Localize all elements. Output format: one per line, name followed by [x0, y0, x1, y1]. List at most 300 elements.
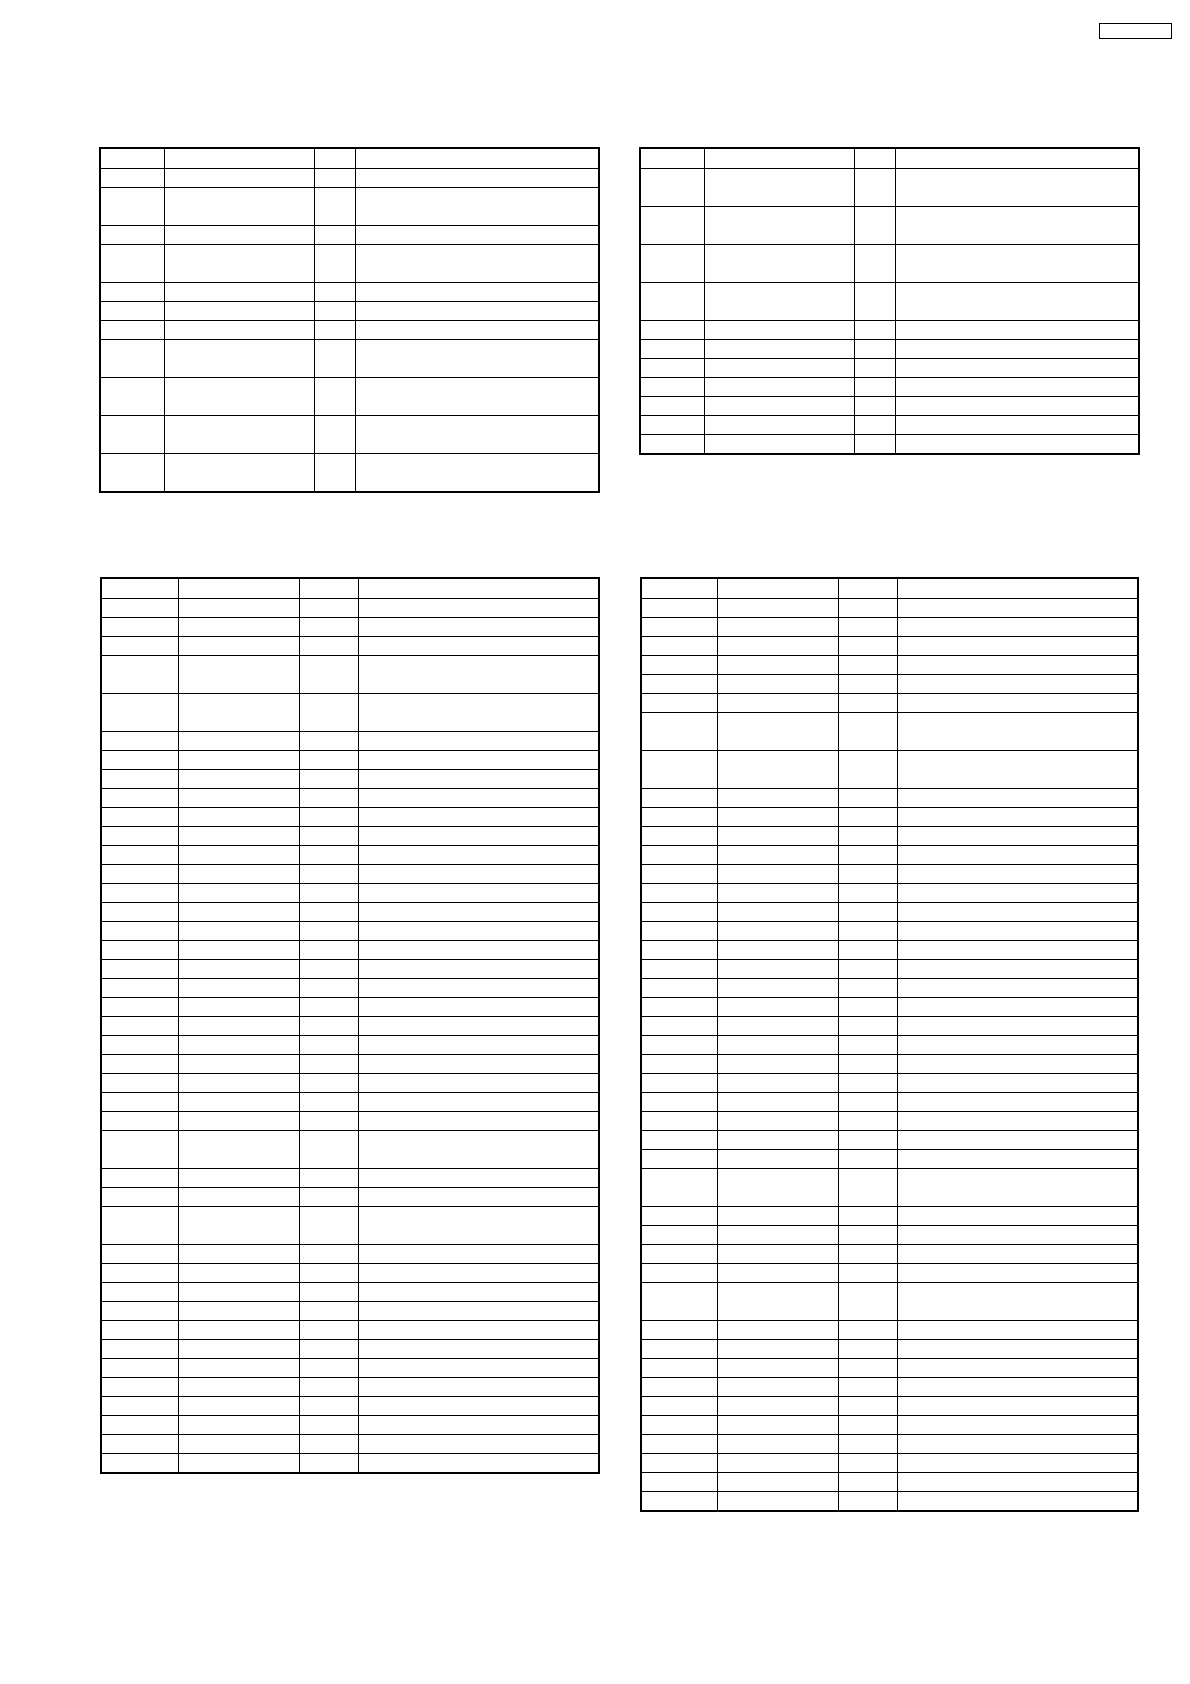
- table-cell: [314, 283, 355, 302]
- table-cell: [358, 998, 599, 1017]
- table-cell: [838, 1074, 897, 1093]
- table-cell: [299, 1245, 358, 1264]
- table-row: [100, 169, 599, 188]
- table-cell: [100, 302, 164, 321]
- table-row: [641, 694, 1138, 713]
- table-cell: [838, 1245, 897, 1264]
- table-cell: [897, 1017, 1138, 1036]
- table-row: [101, 1397, 599, 1416]
- table-cell: [704, 321, 854, 340]
- table-cell: [897, 808, 1138, 827]
- table-cell: [358, 1036, 599, 1055]
- table-cell: [358, 1321, 599, 1340]
- table-cell: [101, 1435, 178, 1454]
- table-cell: [717, 1416, 838, 1435]
- table-cell: [641, 865, 717, 884]
- table-row: [101, 1359, 599, 1378]
- table-cell: [640, 340, 704, 359]
- table-cell: [101, 846, 178, 865]
- table-cell: [717, 960, 838, 979]
- table-row: [640, 283, 1139, 321]
- table-cell: [358, 808, 599, 827]
- table-cell: [101, 751, 178, 770]
- table-cell: [164, 302, 314, 321]
- table-cell: [897, 1283, 1138, 1321]
- table-cell: [358, 1264, 599, 1283]
- table-cell: [358, 789, 599, 808]
- table-row: [100, 245, 599, 283]
- table-row: [641, 1150, 1138, 1169]
- table-row: [641, 979, 1138, 998]
- table-cell: [838, 1416, 897, 1435]
- table-cell: [299, 922, 358, 941]
- table-cell: [640, 359, 704, 378]
- table-cell: [101, 732, 178, 751]
- table-row: [641, 1055, 1138, 1074]
- table-row: [641, 637, 1138, 656]
- table-cell: [897, 1036, 1138, 1055]
- table-cell: [299, 960, 358, 979]
- table-cell: [854, 435, 895, 455]
- table-cell: [355, 416, 599, 454]
- table-cell: [717, 808, 838, 827]
- table-cell: [299, 884, 358, 903]
- table-cell: [314, 188, 355, 226]
- table-row: [101, 694, 599, 732]
- table-cell: [178, 637, 299, 656]
- table-cell: [314, 340, 355, 378]
- table-cell: [838, 713, 897, 751]
- table-row: [641, 1359, 1138, 1378]
- table-cell: [640, 207, 704, 245]
- table-cell: [358, 1188, 599, 1207]
- table-cell: [897, 694, 1138, 713]
- table-cell: [897, 1454, 1138, 1473]
- table-cell: [717, 675, 838, 694]
- table-cell: [897, 1150, 1138, 1169]
- table-cell: [704, 397, 854, 416]
- table-top-right: [639, 147, 1140, 455]
- table-cell: [838, 884, 897, 903]
- table-cell: [897, 922, 1138, 941]
- table-cell: [717, 1169, 838, 1207]
- table-cell: [895, 378, 1139, 397]
- table-cell: [854, 207, 895, 245]
- table-cell: [178, 808, 299, 827]
- table-cell: [299, 1397, 358, 1416]
- table-row: [641, 1226, 1138, 1245]
- table-cell: [314, 302, 355, 321]
- table-cell: [178, 1340, 299, 1359]
- table-cell: [641, 1473, 717, 1492]
- table-cell: [178, 941, 299, 960]
- table-cell: [854, 169, 895, 207]
- column-header: [854, 148, 895, 169]
- table-cell: [897, 1321, 1138, 1340]
- table-cell: [641, 808, 717, 827]
- table-cell: [838, 675, 897, 694]
- table-cell: [101, 960, 178, 979]
- table-cell: [704, 207, 854, 245]
- table-row: [641, 1378, 1138, 1397]
- table-cell: [838, 1473, 897, 1492]
- table-cell: [101, 618, 178, 637]
- table-cell: [641, 1055, 717, 1074]
- table-cell: [101, 1055, 178, 1074]
- table-row: [640, 359, 1139, 378]
- table-cell: [897, 903, 1138, 922]
- table-cell: [897, 865, 1138, 884]
- table-cell: [164, 283, 314, 302]
- table-cell: [358, 1245, 599, 1264]
- table-row: [641, 1321, 1138, 1340]
- table-cell: [854, 359, 895, 378]
- table-cell: [101, 1093, 178, 1112]
- table-cell: [358, 827, 599, 846]
- table-cell: [897, 1131, 1138, 1150]
- table-cell: [717, 884, 838, 903]
- table-cell: [314, 321, 355, 340]
- table-cell: [358, 846, 599, 865]
- table-cell: [897, 1169, 1138, 1207]
- table-cell: [355, 245, 599, 283]
- table-cell: [641, 637, 717, 656]
- table-cell: [641, 1378, 717, 1397]
- table-row: [641, 808, 1138, 827]
- table-cell: [838, 1397, 897, 1416]
- table-cell: [178, 1188, 299, 1207]
- table-cell: [897, 1492, 1138, 1512]
- table-cell: [717, 1435, 838, 1454]
- table-row: [100, 416, 599, 454]
- table-cell: [299, 1340, 358, 1359]
- table-cell: [897, 979, 1138, 998]
- table-cell: [897, 846, 1138, 865]
- table-cell: [897, 656, 1138, 675]
- table-cell: [641, 789, 717, 808]
- table-cell: [640, 435, 704, 455]
- table-cell: [164, 188, 314, 226]
- table-cell: [101, 1036, 178, 1055]
- table-cell: [101, 941, 178, 960]
- table-row: [101, 1321, 599, 1340]
- table-cell: [641, 656, 717, 675]
- table-row: [101, 903, 599, 922]
- table-cell: [641, 1017, 717, 1036]
- table-cell: [101, 1302, 178, 1321]
- table-cell: [358, 1131, 599, 1169]
- table-cell: [897, 1264, 1138, 1283]
- table-cell: [854, 416, 895, 435]
- table-row: [101, 941, 599, 960]
- table-cell: [299, 1435, 358, 1454]
- table-cell: [641, 1226, 717, 1245]
- table-row: [100, 454, 599, 493]
- table-cell: [640, 245, 704, 283]
- column-header: [101, 578, 178, 599]
- table-cell: [358, 941, 599, 960]
- table-cell: [897, 884, 1138, 903]
- table-cell: [641, 1169, 717, 1207]
- table-row: [101, 599, 599, 618]
- table-cell: [299, 1207, 358, 1245]
- table-row: [640, 169, 1139, 207]
- table-cell: [299, 599, 358, 618]
- table-cell: [164, 378, 314, 416]
- table-row: [101, 1055, 599, 1074]
- table-row: [101, 1112, 599, 1131]
- table-cell: [838, 1359, 897, 1378]
- table-cell: [164, 416, 314, 454]
- table-cell: [897, 1055, 1138, 1074]
- table-cell: [641, 1074, 717, 1093]
- table-row: [641, 1112, 1138, 1131]
- table-cell: [178, 1036, 299, 1055]
- table-row: [640, 378, 1139, 397]
- table-cell: [897, 1359, 1138, 1378]
- table-cell: [838, 751, 897, 789]
- table-cell: [299, 1321, 358, 1340]
- table-cell: [717, 941, 838, 960]
- table-cell: [838, 618, 897, 637]
- table-cell: [164, 226, 314, 245]
- table-cell: [101, 1283, 178, 1302]
- table-cell: [838, 1378, 897, 1397]
- table-cell: [838, 827, 897, 846]
- table-row: [101, 618, 599, 637]
- table-cell: [355, 283, 599, 302]
- table-cell: [640, 169, 704, 207]
- table-cell: [897, 1093, 1138, 1112]
- table-row: [101, 1169, 599, 1188]
- table-cell: [178, 1397, 299, 1416]
- table-cell: [164, 321, 314, 340]
- table-cell: [101, 998, 178, 1017]
- table-cell: [838, 1169, 897, 1207]
- table-row: [641, 865, 1138, 884]
- column-header: [640, 148, 704, 169]
- table-cell: [101, 1188, 178, 1207]
- table-cell: [178, 846, 299, 865]
- table-cell: [178, 1264, 299, 1283]
- table-row: [641, 656, 1138, 675]
- table-row: [100, 283, 599, 302]
- table-cell: [897, 713, 1138, 751]
- table-cell: [641, 675, 717, 694]
- table-cell: [358, 1302, 599, 1321]
- table-cell: [358, 1378, 599, 1397]
- table-cell: [897, 1112, 1138, 1131]
- column-header: [895, 148, 1139, 169]
- table-cell: [164, 340, 314, 378]
- table-cell: [100, 245, 164, 283]
- table-cell: [101, 1017, 178, 1036]
- table-cell: [717, 1074, 838, 1093]
- table-cell: [717, 1492, 838, 1512]
- table-cell: [704, 283, 854, 321]
- table-cell: [897, 789, 1138, 808]
- table-cell: [355, 454, 599, 493]
- table-row: [101, 979, 599, 998]
- table-cell: [178, 599, 299, 618]
- table-row: [641, 713, 1138, 751]
- table-cell: [299, 1454, 358, 1474]
- table-cell: [178, 979, 299, 998]
- table-cell: [717, 1036, 838, 1055]
- table-cell: [299, 732, 358, 751]
- table-cell: [641, 922, 717, 941]
- table-cell: [178, 1207, 299, 1245]
- table-cell: [299, 637, 358, 656]
- table-cell: [704, 435, 854, 455]
- table-row: [101, 1245, 599, 1264]
- table-cell: [641, 694, 717, 713]
- table-cell: [355, 226, 599, 245]
- table-cell: [641, 618, 717, 637]
- table-cell: [717, 998, 838, 1017]
- table-cell: [101, 1169, 178, 1188]
- table-cell: [101, 827, 178, 846]
- table-row: [641, 1093, 1138, 1112]
- table-cell: [838, 637, 897, 656]
- table-cell: [717, 618, 838, 637]
- table-cell: [358, 618, 599, 637]
- table-row: [101, 1131, 599, 1169]
- table-cell: [101, 694, 178, 732]
- table-cell: [717, 1150, 838, 1169]
- column-header: [178, 578, 299, 599]
- table-cell: [299, 979, 358, 998]
- table-cell: [838, 1131, 897, 1150]
- table-cell: [299, 1131, 358, 1169]
- table-row: [641, 789, 1138, 808]
- table-bottom-left: [100, 577, 600, 1474]
- table-cell: [314, 226, 355, 245]
- table-cell: [299, 770, 358, 789]
- table-cell: [641, 1150, 717, 1169]
- table-cell: [640, 378, 704, 397]
- table-cell: [897, 998, 1138, 1017]
- table-row: [640, 435, 1139, 455]
- column-header: [164, 148, 314, 169]
- table-cell: [717, 922, 838, 941]
- table-cell: [717, 789, 838, 808]
- table-cell: [838, 1150, 897, 1169]
- table-cell: [641, 1283, 717, 1321]
- table-cell: [358, 751, 599, 770]
- table-cell: [355, 188, 599, 226]
- table-cell: [895, 207, 1139, 245]
- table-row: [101, 1454, 599, 1474]
- table-row: [101, 1283, 599, 1302]
- table-header-row: [641, 578, 1138, 599]
- table-cell: [897, 675, 1138, 694]
- table-cell: [897, 599, 1138, 618]
- table-cell: [314, 454, 355, 493]
- table-row: [641, 1416, 1138, 1435]
- table-row: [101, 884, 599, 903]
- table-cell: [101, 1131, 178, 1169]
- table-cell: [640, 321, 704, 340]
- table-row: [641, 599, 1138, 618]
- table-cell: [100, 169, 164, 188]
- table-cell: [895, 169, 1139, 207]
- table-row: [101, 1302, 599, 1321]
- table-cell: [178, 789, 299, 808]
- table-cell: [717, 1017, 838, 1036]
- table-cell: [717, 1207, 838, 1226]
- table-cell: [299, 751, 358, 770]
- table-cell: [358, 694, 599, 732]
- table-cell: [358, 979, 599, 998]
- table-cell: [641, 998, 717, 1017]
- table-cell: [895, 416, 1139, 435]
- table-cell: [895, 245, 1139, 283]
- table-cell: [854, 340, 895, 359]
- table-cell: [895, 321, 1139, 340]
- table-cell: [838, 865, 897, 884]
- table-cell: [178, 1131, 299, 1169]
- table-row: [101, 1036, 599, 1055]
- table-cell: [897, 1226, 1138, 1245]
- table-row: [641, 1473, 1138, 1492]
- table-cell: [355, 169, 599, 188]
- table-cell: [895, 340, 1139, 359]
- table-row: [640, 416, 1139, 435]
- table-cell: [897, 1074, 1138, 1093]
- table-cell: [640, 397, 704, 416]
- table-header-row: [100, 148, 599, 169]
- table-cell: [101, 1359, 178, 1378]
- table-row: [101, 1093, 599, 1112]
- table-row: [641, 1397, 1138, 1416]
- table-cell: [895, 397, 1139, 416]
- table-cell: [178, 1416, 299, 1435]
- table-cell: [838, 1492, 897, 1512]
- table-cell: [717, 637, 838, 656]
- table-cell: [358, 1055, 599, 1074]
- table-cell: [358, 960, 599, 979]
- table-cell: [838, 1055, 897, 1074]
- table-cell: [358, 656, 599, 694]
- table-cell: [101, 1397, 178, 1416]
- table-row: [640, 397, 1139, 416]
- table-cell: [838, 1454, 897, 1473]
- table-cell: [838, 1283, 897, 1321]
- table-cell: [178, 1321, 299, 1340]
- table-cell: [717, 1131, 838, 1150]
- table-cell: [704, 245, 854, 283]
- table-cell: [641, 713, 717, 751]
- table-cell: [854, 283, 895, 321]
- table-cell: [358, 884, 599, 903]
- table-row: [101, 732, 599, 751]
- table-row: [641, 1454, 1138, 1473]
- table-cell: [299, 903, 358, 922]
- table-row: [101, 1264, 599, 1283]
- table-row: [101, 998, 599, 1017]
- table-row: [101, 1378, 599, 1397]
- table-cell: [641, 1245, 717, 1264]
- table-cell: [314, 416, 355, 454]
- table-row: [100, 340, 599, 378]
- table-cell: [358, 1359, 599, 1378]
- table-row: [101, 1188, 599, 1207]
- table-cell: [897, 1416, 1138, 1435]
- table-cell: [299, 865, 358, 884]
- table-row: [641, 1435, 1138, 1454]
- table-cell: [897, 1207, 1138, 1226]
